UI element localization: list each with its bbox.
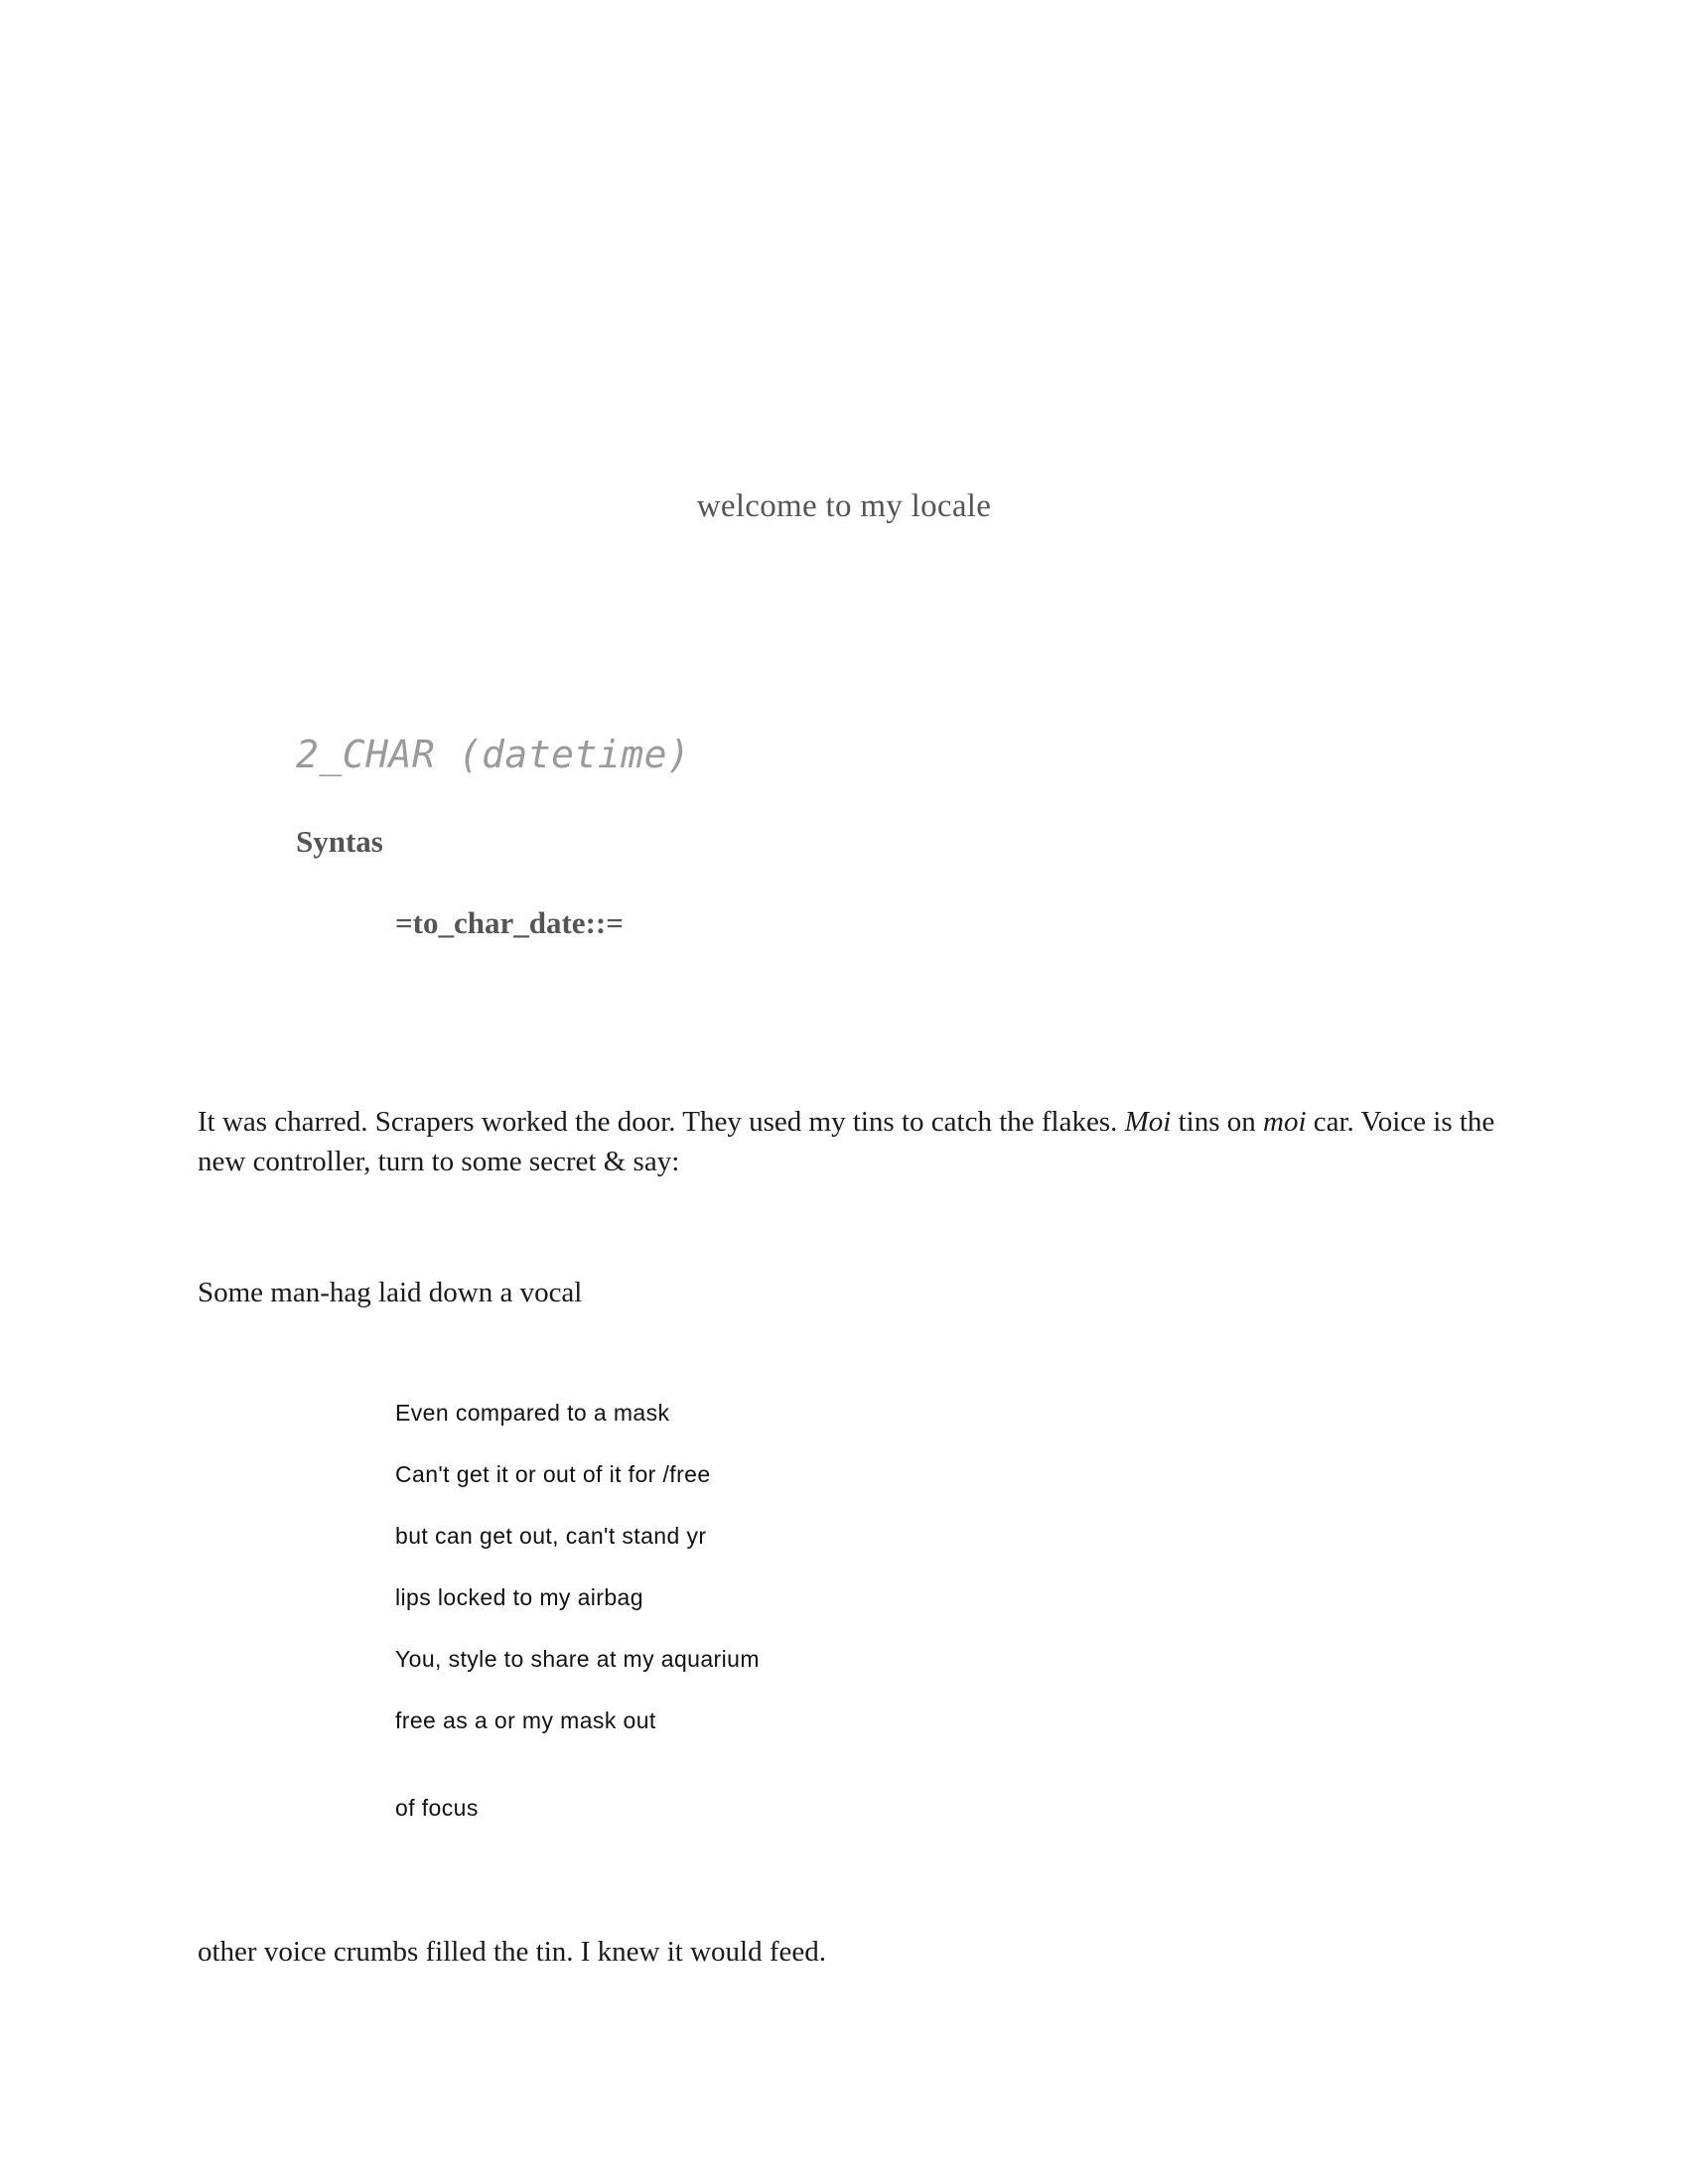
emphasis-text: moi: [1263, 1106, 1307, 1138]
poem-line: Even compared to a mask: [395, 1400, 670, 1426]
poem-line: You, style to share at my aquarium: [395, 1646, 760, 1672]
syntax-heading: Syntas: [296, 824, 383, 859]
body-paragraph-2: Some man-hag laid down a vocal: [198, 1277, 583, 1308]
function-name-heading: 2_CHAR (datetime): [296, 733, 691, 776]
paragraph-text: It was charred. Scrapers worked the door. They used my tins to catch the flakes.: [198, 1106, 1125, 1138]
page-title: welcome to my locale: [696, 488, 992, 524]
poem-line: but can get out, can't stand yr: [395, 1523, 707, 1549]
paragraph-text: car. Voice is the new controller, turn to some secret & say:: [198, 1106, 1495, 1177]
body-paragraph-1: [198, 1102, 1508, 1181]
poem-line: lips locked to my airbag: [395, 1584, 643, 1610]
paragraph-text: tins on: [1171, 1106, 1263, 1138]
poem-line: free as a or my mask out: [395, 1707, 656, 1733]
poem-line: Can't get it or out of it for /free: [395, 1461, 711, 1487]
poem-line: of focus: [395, 1795, 479, 1821]
body-paragraph-3: other voice crumbs filled the tin. I knew it would feed.: [198, 1936, 826, 1968]
emphasis-text: Moi: [1124, 1106, 1172, 1138]
syntax-rule: =to_char_date::=: [395, 905, 624, 940]
